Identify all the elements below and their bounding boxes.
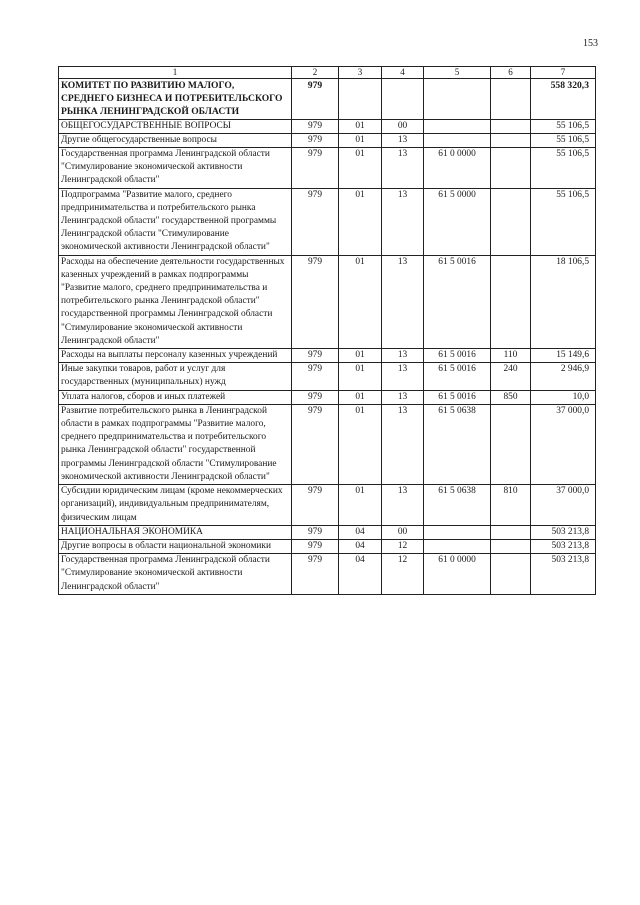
row-expense-type-cell: 850 — [491, 390, 531, 404]
row-target-article-cell: 61 5 0638 — [424, 485, 491, 526]
row-amount-cell: 10,0 — [531, 390, 596, 404]
table-row — [59, 349, 596, 363]
row-expense-type-cell — [491, 133, 531, 147]
row-amount-cell: 15 149,6 — [531, 349, 596, 363]
table-row — [59, 404, 596, 484]
row-target-article-cell: 61 0 0000 — [424, 148, 491, 189]
row-section-cell: 01 — [339, 349, 382, 363]
row-subsection-cell: 00 — [382, 525, 424, 539]
row-section-cell: 01 — [339, 390, 382, 404]
table-row — [59, 188, 596, 255]
row-amount-cell: 55 106,5 — [531, 188, 596, 255]
column-header-3: 3 — [339, 67, 382, 79]
table-row — [59, 485, 596, 526]
row-section-cell: 04 — [339, 525, 382, 539]
row-name-cell: Иные закупки товаров, работ и услуг для государственных (муниципальных) нужд — [59, 363, 292, 390]
column-header-7: 7 — [531, 67, 596, 79]
row-expense-type-cell — [491, 554, 531, 595]
row-subsection-cell — [382, 79, 424, 120]
row-section-cell — [339, 79, 382, 120]
row-name-cell: Развитие потребительского рынка в Ленинградской области в рамках подпрограммы "Развитие малого, среднего предпринимательства и потребительского рынка Ленинградской области" государственной программы Ленинградской области "Стимулирование экономической активности Ленинградской области" — [59, 404, 292, 484]
row-section-cell: 01 — [339, 119, 382, 133]
table-row — [59, 554, 596, 595]
row-subsection-cell: 12 — [382, 539, 424, 553]
table-row — [59, 525, 596, 539]
row-name-cell: Государственная программа Ленинградской области "Стимулирование экономической активности Ленинградской области" — [59, 554, 292, 595]
row-section-cell: 01 — [339, 363, 382, 390]
row-amount-cell: 2 946,9 — [531, 363, 596, 390]
row-name-cell: Другие общегосударственные вопросы — [59, 133, 292, 147]
row-grbs-cell: 979 — [292, 79, 339, 120]
row-target-article-cell: 61 5 0016 — [424, 363, 491, 390]
row-target-article-cell — [424, 119, 491, 133]
row-subsection-cell: 13 — [382, 404, 424, 484]
row-amount-cell: 503 213,8 — [531, 525, 596, 539]
row-amount-cell: 503 213,8 — [531, 539, 596, 553]
table-row — [59, 119, 596, 133]
row-subsection-cell: 13 — [382, 188, 424, 255]
row-name-cell: КОМИТЕТ ПО РАЗВИТИЮ МАЛОГО, СРЕДНЕГО БИЗНЕСА И ПОТРЕБИТЕЛЬСКОГО РЫНКА ЛЕНИНГРАДСКОЙ ОБЛАСТИ — [59, 79, 292, 120]
row-expense-type-cell — [491, 148, 531, 189]
row-name-cell: Субсидии юридическим лицам (кроме некоммерческих организаций), индивидуальным предпринимателям, физическим лицам — [59, 485, 292, 526]
row-grbs-cell: 979 — [292, 363, 339, 390]
column-header-1: 1 — [59, 67, 292, 79]
row-name-cell: Расходы на обеспечение деятельности государственных казенных учреждений в рамках подпрограммы "Развитие малого, среднего предпринимательства и потребительского рынка Ленинградской области" государственной программы Ленинградской области "Стимулирование экономической активности Ленинградской области" — [59, 255, 292, 348]
row-target-article-cell: 61 5 0016 — [424, 349, 491, 363]
row-grbs-cell: 979 — [292, 525, 339, 539]
row-expense-type-cell — [491, 404, 531, 484]
row-section-cell: 01 — [339, 188, 382, 255]
row-expense-type-cell — [491, 539, 531, 553]
table-row — [59, 148, 596, 189]
row-expense-type-cell: 240 — [491, 363, 531, 390]
table-row — [59, 133, 596, 147]
row-grbs-cell: 979 — [292, 404, 339, 484]
row-section-cell: 01 — [339, 485, 382, 526]
row-subsection-cell: 13 — [382, 485, 424, 526]
row-section-cell: 01 — [339, 255, 382, 348]
row-amount-cell: 55 106,5 — [531, 119, 596, 133]
column-header-2: 2 — [292, 67, 339, 79]
row-grbs-cell: 979 — [292, 119, 339, 133]
row-subsection-cell: 12 — [382, 554, 424, 595]
row-name-cell: Государственная программа Ленинградской области "Стимулирование экономической активности Ленинградской области" — [59, 148, 292, 189]
row-subsection-cell: 13 — [382, 255, 424, 348]
row-amount-cell: 558 320,3 — [531, 79, 596, 120]
row-amount-cell: 55 106,5 — [531, 133, 596, 147]
row-name-cell: Другие вопросы в области национальной экономики — [59, 539, 292, 553]
row-amount-cell: 18 106,5 — [531, 255, 596, 348]
column-header-5: 5 — [424, 67, 491, 79]
table-row — [59, 539, 596, 553]
row-expense-type-cell — [491, 119, 531, 133]
row-subsection-cell: 13 — [382, 349, 424, 363]
row-expense-type-cell — [491, 255, 531, 348]
row-target-article-cell: 61 5 0016 — [424, 390, 491, 404]
row-target-article-cell: 61 5 0638 — [424, 404, 491, 484]
row-grbs-cell: 979 — [292, 390, 339, 404]
row-target-article-cell: 61 0 0000 — [424, 554, 491, 595]
row-expense-type-cell: 810 — [491, 485, 531, 526]
table-row — [59, 363, 596, 390]
row-section-cell: 04 — [339, 554, 382, 595]
row-name-cell: НАЦИОНАЛЬНАЯ ЭКОНОМИКА — [59, 525, 292, 539]
row-subsection-cell: 13 — [382, 133, 424, 147]
page-number: 153 — [583, 38, 598, 49]
row-target-article-cell — [424, 79, 491, 120]
row-name-cell: Подпрограмма "Развитие малого, среднего предпринимательства и потребительского рынка Ленинградской области" государственной программы Ленинградской области "Стимулирование экономической активности Ленинградской области" — [59, 188, 292, 255]
row-amount-cell: 37 000,0 — [531, 404, 596, 484]
row-name-cell: Расходы на выплаты персоналу казенных учреждений — [59, 349, 292, 363]
column-header-6: 6 — [491, 67, 531, 79]
row-subsection-cell: 13 — [382, 390, 424, 404]
row-grbs-cell: 979 — [292, 133, 339, 147]
row-section-cell: 01 — [339, 404, 382, 484]
row-grbs-cell: 979 — [292, 148, 339, 189]
table-row — [59, 390, 596, 404]
row-subsection-cell: 13 — [382, 363, 424, 390]
table-row — [59, 255, 596, 348]
table-header-row — [59, 67, 596, 79]
row-target-article-cell — [424, 133, 491, 147]
column-header-4: 4 — [382, 67, 424, 79]
row-target-article-cell: 61 5 0016 — [424, 255, 491, 348]
row-grbs-cell: 979 — [292, 554, 339, 595]
row-grbs-cell: 979 — [292, 485, 339, 526]
row-amount-cell: 503 213,8 — [531, 554, 596, 595]
row-grbs-cell: 979 — [292, 255, 339, 348]
row-grbs-cell: 979 — [292, 349, 339, 363]
row-expense-type-cell — [491, 79, 531, 120]
row-target-article-cell: 61 5 0000 — [424, 188, 491, 255]
row-amount-cell: 37 000,0 — [531, 485, 596, 526]
row-section-cell: 01 — [339, 148, 382, 189]
row-amount-cell: 55 106,5 — [531, 148, 596, 189]
row-target-article-cell — [424, 539, 491, 553]
row-expense-type-cell — [491, 525, 531, 539]
row-subsection-cell: 00 — [382, 119, 424, 133]
row-section-cell: 01 — [339, 133, 382, 147]
row-name-cell: ОБЩЕГОСУДАРСТВЕННЫЕ ВОПРОСЫ — [59, 119, 292, 133]
row-name-cell: Уплата налогов, сборов и иных платежей — [59, 390, 292, 404]
row-subsection-cell: 13 — [382, 148, 424, 189]
budget-table — [58, 66, 596, 595]
row-section-cell: 04 — [339, 539, 382, 553]
table-row — [59, 79, 596, 120]
row-grbs-cell: 979 — [292, 188, 339, 255]
row-grbs-cell: 979 — [292, 539, 339, 553]
row-target-article-cell — [424, 525, 491, 539]
row-expense-type-cell: 110 — [491, 349, 531, 363]
row-expense-type-cell — [491, 188, 531, 255]
